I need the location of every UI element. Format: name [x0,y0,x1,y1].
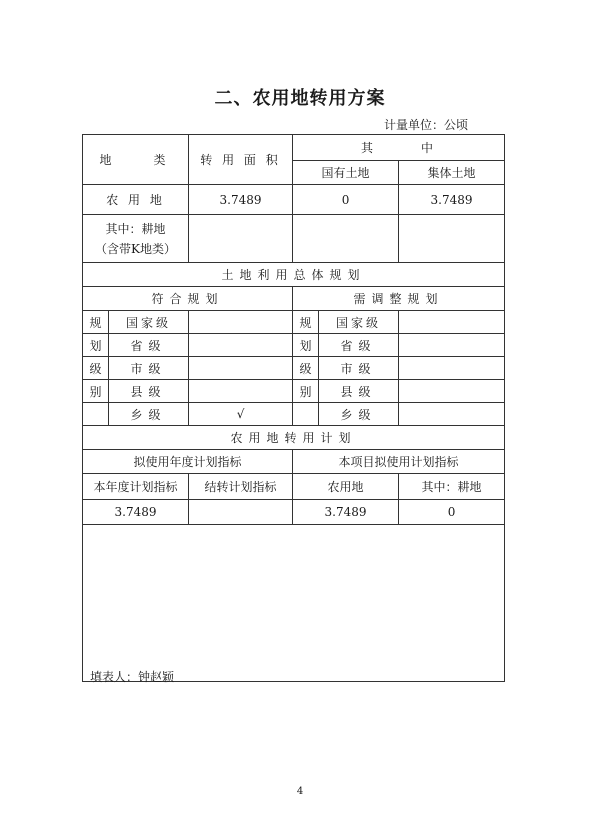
conform-level-township: 乡级 [109,403,189,426]
page-title: 二、农用地转用方案 [214,88,386,109]
cultivated-area [189,215,293,263]
adjust-level-char-2: 划 [293,334,319,357]
farmland-state: 0 [293,185,399,215]
conform-value-city [189,357,293,380]
planned-use-heading: 拟使用年度计划指标 [83,450,293,474]
carryover-value [189,500,293,525]
adjust-value-township [399,403,505,426]
project-farmland-value: 3.7489 [293,500,399,525]
project-use-heading: 本项目拟使用计划指标 [293,450,505,474]
project-cultivated-heading: 其中：耕地 [399,474,505,500]
farmland-collective: 3.7489 [399,185,505,215]
header-category: 地 类 [83,135,189,185]
conversion-plan-heading: 农用地转用计划 [83,426,505,450]
project-farmland-heading: 农用地 [293,474,399,500]
conform-value-province [189,334,293,357]
header-of-which: 其 中 [293,135,505,161]
carryover-heading: 结转计划指标 [189,474,293,500]
conform-level-county: 县级 [109,380,189,403]
level-char-1: 规 [83,311,109,334]
adjust-value-county [399,380,505,403]
cultivated-state [293,215,399,263]
farmland-label: 农 用 地 [83,185,189,215]
adjust-level-char-4: 别 [293,380,319,403]
adjust-level-char-3: 级 [293,357,319,380]
conform-level-national: 国家级 [109,311,189,334]
filler-label: 填表人：钟赵颖 [90,670,175,684]
project-cultivated-value: 0 [399,500,505,525]
adjust-value-national [399,311,505,334]
conform-level-province: 省级 [109,334,189,357]
page-number: 4 [296,786,304,797]
conform-value-national [189,311,293,334]
cultivated-collective [399,215,505,263]
adjust-level-township: 乡级 [319,403,399,426]
level-char-3: 级 [83,357,109,380]
adjust-level-county: 县级 [319,380,399,403]
level-char-2: 划 [83,334,109,357]
adjust-level-national: 国家级 [319,311,399,334]
adjust-level-province: 省级 [319,334,399,357]
level-char-blank [83,403,109,426]
township-checkmark: √ [189,403,293,426]
adjust-plan-heading: 需调整规划 [293,287,505,311]
cultivated-label [83,215,189,263]
adjust-value-province [399,334,505,357]
conform-value-county [189,380,293,403]
adjust-level-char-blank [293,403,319,426]
adjust-level-city: 市级 [319,357,399,380]
cultivated-label-line1: 其中：耕地 [105,221,166,236]
land-plan-heading: 土地利用总体规划 [83,263,505,287]
blank-area [83,525,505,682]
conversion-table [82,134,505,682]
header-converted-area: 转 用 面 积 [189,135,293,185]
annual-plan-heading: 本年度计划指标 [83,474,189,500]
level-char-4: 别 [83,380,109,403]
conform-plan-heading: 符合规划 [83,287,293,311]
conform-level-city: 市级 [109,357,189,380]
header-collective-land: 集体土地 [399,161,505,185]
unit-label: 计量单位：公顷 [383,118,468,132]
header-state-land: 国有土地 [293,161,399,185]
adjust-value-city [399,357,505,380]
farmland-area: 3.7489 [189,185,293,215]
adjust-level-char-1: 规 [293,311,319,334]
annual-plan-value: 3.7489 [83,500,189,525]
cultivated-label-line2: （含带K地类） [95,241,176,256]
